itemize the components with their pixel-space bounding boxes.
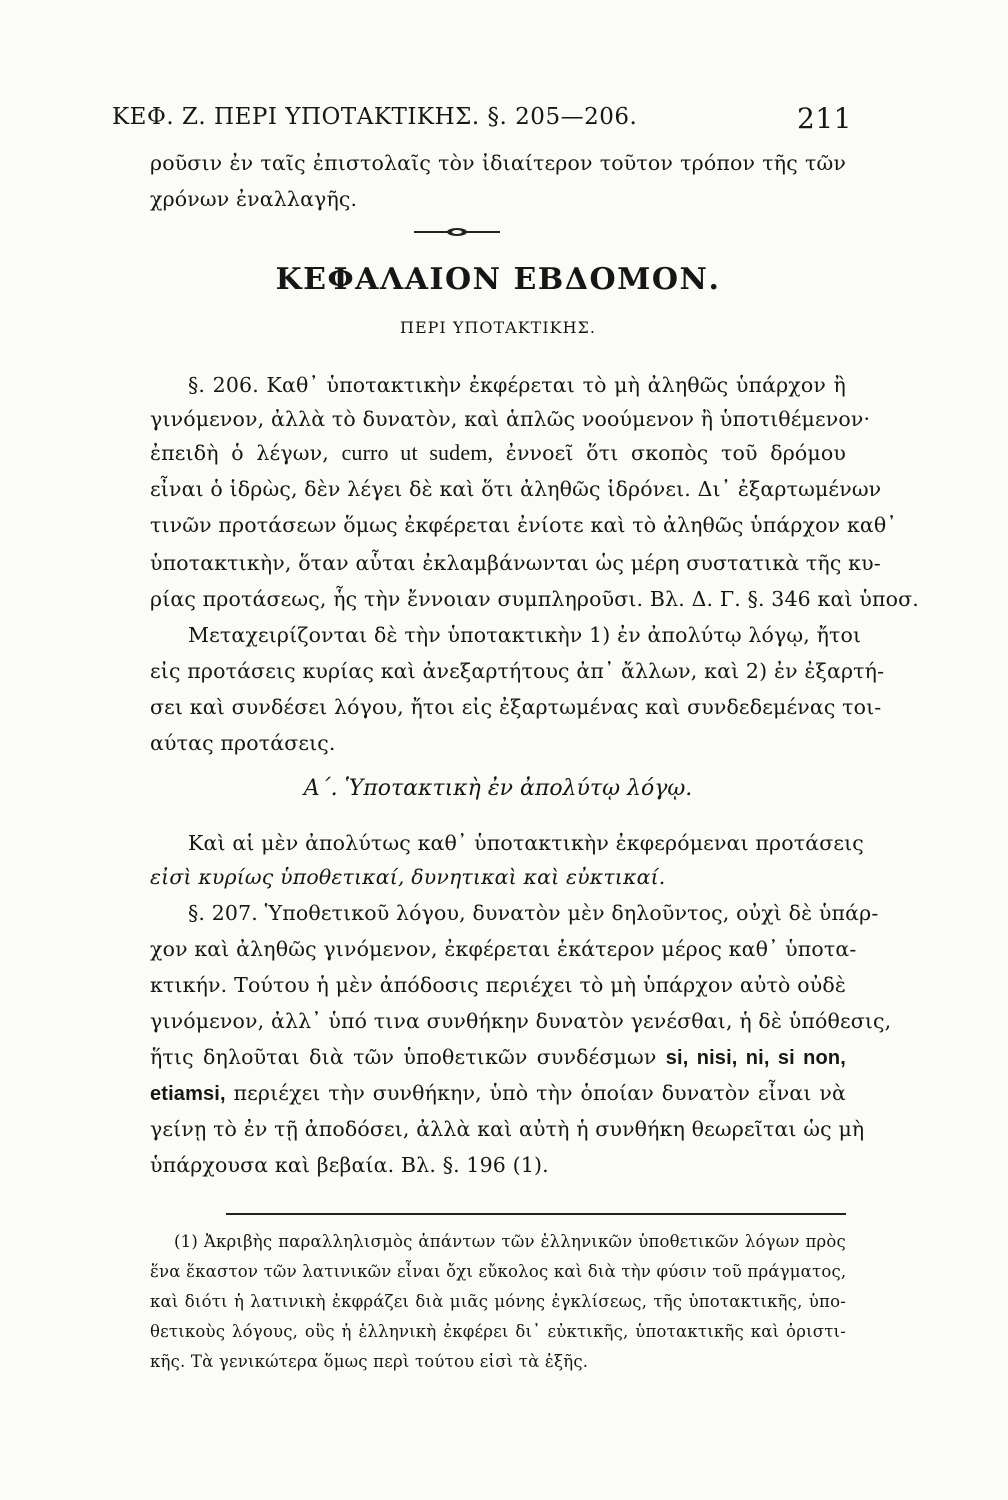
para-meta-line-2: εἰς προτάσεις κυρίας καὶ ἀνεξαρτήτους ἀπ᾽ ἄλλων, καὶ 2) ἐν ἐξαρτή- (150, 659, 885, 683)
para207-line-5a: ἥτις δηλοῦται διὰ τῶν ὑποθετικῶν συνδέσμων (150, 1045, 657, 1069)
para207-line-2: χον καὶ ἀληθῶς γινόμενον, ἐκφέρεται ἑκάτερον μέρος καθ᾽ ὑποτα- (150, 937, 857, 961)
footnote-line-2: ἕνα ἕκαστον τῶν λατινικῶν εἶναι ὄχι εὔκολος καὶ διὰ τὴν φύσιν τοῦ πράγματος, (150, 1262, 847, 1281)
latin-conjunctions: si, nisi, ni, si non, (665, 1047, 846, 1069)
footnote-line-5: κῆς. Τὰ γενικώτερα ὅμως περὶ τούτου εἰσὶ τὰ ἑξῆς. (150, 1352, 589, 1371)
para-meta-line-3: σει καὶ συνδέσει λόγου, ἤτοι εἰς ἐξαρτωμένας καὶ συνδεδεμένας τοι- (150, 695, 882, 719)
footnote-rule (226, 1213, 846, 1215)
para206-line-2: γινόμενον, ἀλλὰ τὸ δυνατὸν, καὶ ἁπλῶς νοούμενον ἢ ὑποτιθέμενον· (150, 407, 871, 431)
footnote-line-1: (1) Ἀκριβὴς παραλληλισμὸς ἁπάντων τῶν ἑλληνικῶν ὑποθετικῶν λόγων πρὸς (174, 1232, 846, 1251)
para206-line-4: εἶναι ὁ ἱδρὼς, δὲν λέγει δὲ καὶ ὅτι ἀληθῶς ἱδρόνει. Δι᾽ ἐξαρτωμένων (150, 477, 882, 501)
para207-line-1: §. 207. Ὑποθετικοῦ λόγου, δυνατὸν μὲν δηλοῦντος, οὐχὶ δὲ ὑπάρ- (188, 901, 879, 925)
para206-line-3 (150, 438, 846, 468)
para207-line-5 (150, 1042, 846, 1073)
para-kai-line-2: εἰσὶ κυρίως ὑποθετικαί, δυνητικαὶ καὶ εὐκτικαί. (150, 865, 666, 889)
intro-line-1: ροῦσιν ἐν ταῖς ἐπιστολαῖς τὸν ἰδιαίτερον τοῦτον τρόπον τῆς τῶν (150, 151, 846, 175)
footnote-line-3: καὶ διότι ἡ λατινικὴ ἐκφράζει διὰ μιᾶς μόνης ἐγκλίσεως, τῆς ὑποτακτικῆς, ὑπο- (150, 1292, 846, 1311)
running-title: ΚΕΦ. Ζ. ΠΕΡΙ ΥΠΟΤΑΚΤΙΚΗΣ. §. 205—206. (112, 104, 638, 130)
para206-line-5: τινῶν προτάσεων ὅμως ἐκφέρεται ἐνίοτε καὶ τὸ ἀληθῶς ὑπάρχον καθ᾽ (150, 513, 897, 537)
ornament-divider (414, 226, 500, 238)
para207-line-6 (150, 1078, 846, 1109)
page-number: 211 (797, 102, 852, 135)
section-heading: Α΄. Ὑποτακτικὴ ἐν ἀπολύτῳ λόγῳ. (303, 776, 693, 801)
para-kai-line-1: Καὶ αἱ μὲν ἀπολύτως καθ᾽ ὑποτακτικὴν ἐκφερόμεναι προτάσεις (188, 831, 864, 855)
para206-line-3b: ἐννοεῖ ὅτι σκοπὸς τοῦ δρόμου (505, 441, 847, 465)
chapter-title: ΚΕΦΑΛΑΙΟΝ ΕΒΔΟΜΟΝ. (275, 262, 721, 297)
para207-line-6b: περιέχει τὴν συνθήκην, ὑπὸ τὴν ὁποίαν δυνατὸν εἶναι νὰ (233, 1081, 846, 1105)
para206-line-6: ὑποτακτικὴν, ὅταν αὗται ἐκλαμβάνωνται ὡς μέρη συστατικὰ τῆς κυ- (150, 551, 881, 575)
para206-line-1: §. 206. Καθ᾽ ὑποτακτικὴν ἐκφέρεται τὸ μὴ ἀληθῶς ὑπάρχον ἢ (188, 373, 846, 397)
latin-phrase: curro ut sudem, (341, 440, 494, 465)
running-head (112, 100, 852, 140)
para207-line-3: κτικήν. Τούτου ἡ μὲν ἀπόδοσις περιέχει τὸ μὴ ὑπάρχον αὐτὸ οὐδὲ (150, 973, 846, 997)
para-meta-line-1: Μεταχειρίζονται δὲ τὴν ὑποτακτικὴν 1) ἐν ἀπολύτῳ λόγῳ, ἤτοι (188, 623, 862, 647)
para207-line-7: γείνῃ τὸ ἐν τῇ ἀποδόσει, ἀλλὰ καὶ αὐτὴ ἡ συνθήκη θεωρεῖται ὡς μὴ (150, 1117, 865, 1141)
footnote-line-4: θετικοὺς λόγους, οὓς ἡ ἑλληνικὴ ἐκφέρει δι᾽ εὐκτικῆς, ὑποτακτικῆς καὶ ὁριστι- (150, 1322, 846, 1341)
intro-line-2: χρόνων ἐναλλαγῆς. (150, 187, 358, 211)
para206-line-7: ρίας προτάσεως, ἧς τὴν ἔννοιαν συμπληροῦσι. Βλ. Δ. Γ. §. 346 καὶ ὑποσ. (150, 587, 919, 611)
chapter-subtitle: ΠΕΡΙ ΥΠΟΤΑΚΤΙΚΗΣ. (400, 318, 596, 337)
para207-line-4: γινόμενον, ἀλλ᾽ ὑπό τινα συνθήκην δυνατὸν γενέσθαι, ἡ δὲ ὑπόθεσις, (150, 1009, 892, 1033)
para-meta-line-4: αύτας προτάσεις. (150, 731, 336, 755)
para207-line-8: ὑπάρχουσα καὶ βεβαία. Βλ. §. 196 (1). (150, 1153, 549, 1177)
latin-etiamsi: etiamsi, (150, 1083, 226, 1105)
para206-line-3a: ἐπειδὴ ὁ λέγων, (150, 441, 329, 465)
